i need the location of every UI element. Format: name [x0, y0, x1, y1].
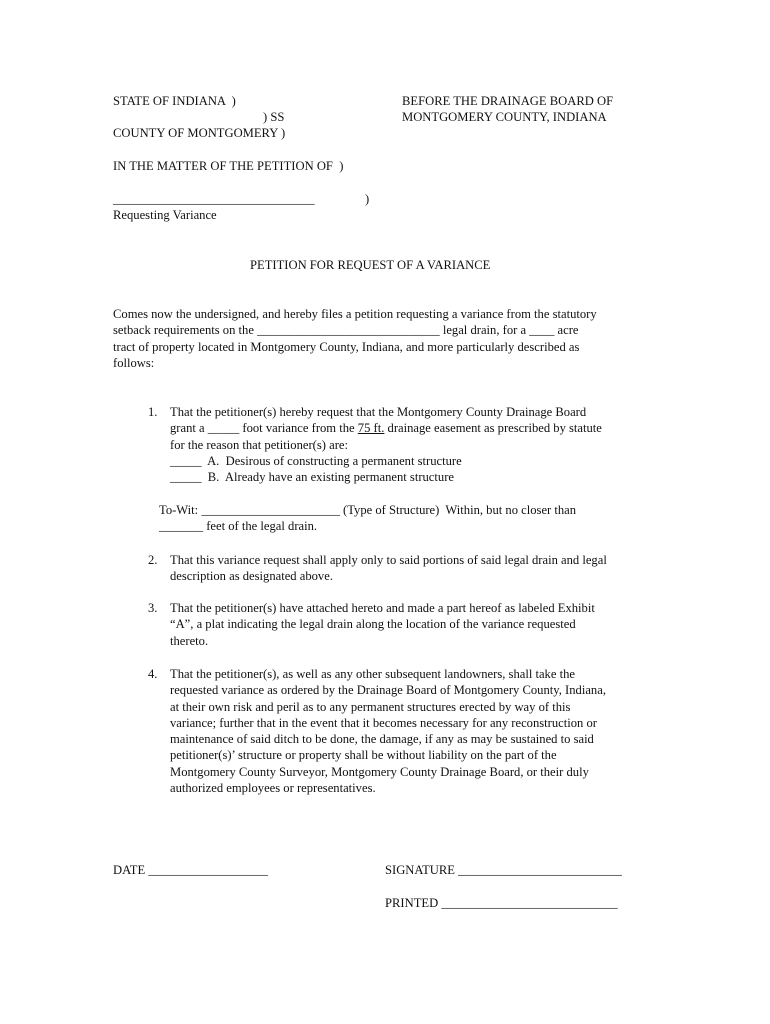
document-title: PETITION FOR REQUEST OF A VARIANCE [250, 258, 491, 272]
item-4-line: Montgomery County Surveyor, Montgomery County Drainage Board, or their duly [170, 764, 589, 779]
item-1-number: 1. [148, 405, 158, 419]
item-1-statute-text: drainage easement as prescribed by statute [384, 421, 602, 436]
item-3-line: “A”, a plat indicating the legal drain along the location of the variance requested [170, 617, 576, 632]
petitioner-name-blank: ________________________________ [113, 192, 315, 206]
signature-field[interactable]: SIGNATURE __________________________ [385, 863, 622, 877]
date-field[interactable]: DATE ___________________ [113, 863, 268, 877]
petitioner-name-paren: ) [365, 192, 370, 206]
item-2-text [170, 552, 607, 585]
item-2-number: 2. [148, 553, 158, 567]
requesting-variance: Requesting Variance [113, 208, 217, 222]
matter-of-petition: IN THE MATTER OF THE PETITION OF ) [113, 159, 344, 173]
item-4-line: petitioner(s)’ structure or property shall be without liability on the part of the [170, 748, 557, 763]
option-b: _____ B. Already have an existing permanent structure [170, 470, 454, 485]
item-2-line: description as designated above. [170, 569, 333, 584]
item-1-line: That the petitioner(s) hereby request that the Montgomery County Drainage Board [170, 405, 587, 419]
item-1-text [170, 404, 602, 485]
easement-width: 75 ft. [357, 421, 385, 436]
item-1-variance-text: grant a _____ foot variance from the [170, 421, 358, 436]
item-3-line: That the petitioner(s) have attached hereto and made a part hereof as labeled Exhibit [170, 601, 595, 615]
to-wit-line: _______ feet of the legal drain. [159, 519, 318, 534]
intro-paragraph [113, 306, 597, 371]
printed-name-field[interactable]: PRINTED ____________________________ [385, 896, 618, 910]
item-4-line: at their own risk and peril as to any permanent structures erected by way of this [170, 699, 571, 714]
item-4-line: variance; further that in the event that it becomes necessary for any reconstruction or [170, 715, 597, 730]
state-of-indiana: STATE OF INDIANA ) [113, 94, 236, 108]
intro-line: setback requirements on the _____________________________ legal drain, for a ____ acre [113, 323, 579, 338]
item-4-line: authorized employees or representatives. [170, 781, 376, 796]
item-3-line: thereto. [170, 633, 209, 648]
item-4-line: That the petitioner(s), as well as any other subsequent landowners, shall take the [170, 667, 575, 681]
item-4-number: 4. [148, 667, 158, 681]
item-1-line: for the reason that petitioner(s) are: [170, 437, 348, 452]
to-wit [159, 502, 576, 535]
intro-line: tract of property located in Montgomery County, Indiana, and more particularly described as [113, 339, 580, 354]
item-4-text [170, 666, 606, 796]
item-1-line [170, 420, 602, 436]
drainage-board-line-2: MONTGOMERY COUNTY, INDIANA [402, 110, 607, 124]
item-2-line: That this variance request shall apply only to said portions of said legal drain and legal [170, 553, 607, 567]
item-3-text [170, 600, 595, 649]
item-3-number: 3. [148, 601, 158, 615]
item-4-line: maintenance of said ditch to be done, the damage, if any as may be sustained to said [170, 732, 594, 747]
intro-line: follows: [113, 355, 155, 370]
option-a: _____ A. Desirous of constructing a permanent structure [170, 453, 462, 468]
county-of-montgomery: COUNTY OF MONTGOMERY ) [113, 126, 286, 140]
ss-marker: ) SS [263, 110, 285, 124]
intro-line: Comes now the undersigned, and hereby files a petition requesting a variance from the statutory [113, 307, 597, 321]
item-4-line: requested variance as ordered by the Drainage Board of Montgomery County, Indiana, [170, 683, 606, 698]
drainage-board-line-1: BEFORE THE DRAINAGE BOARD OF [402, 94, 614, 108]
to-wit-line: To-Wit: ______________________ (Type of Structure) Within, but no closer than [159, 503, 577, 517]
